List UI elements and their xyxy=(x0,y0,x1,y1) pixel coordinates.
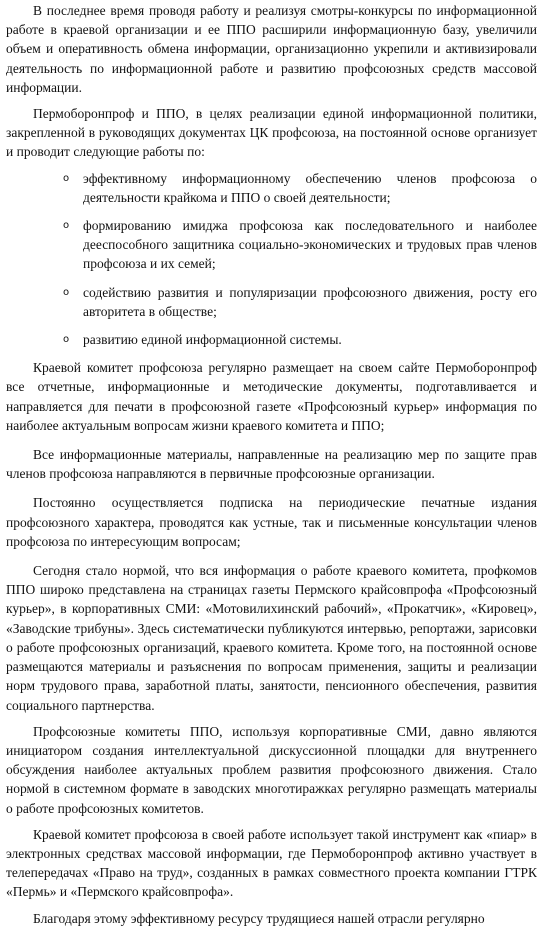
paragraph-7: Профсоюзные комитеты ППО, используя корпоративные СМИ, давно являются инициатором создания интеллектуальной дискуссионной площадки для внутреннего обсуждения наиболее актуальных проблем развития профсоюзного движения. Стало нормой в системном формате в заводских многотиражках регулярно размещать материалы о работе профсоюзных комитетов. xyxy=(6,723,537,816)
bullet-marker: o xyxy=(63,334,70,346)
paragraph-6: Сегодня стало нормой, что вся информация о работе краевого комитета, профкомов ППО широко представлена на страницах газеты Пермского крайсовпрофа «Профсоюзный курьер», в корпоративных СМИ: «Мотовилихинский рабочий», «Прокатчик», «Кировец», «Заводские трибуны». Здесь систематически публикуются интервью, репортажи, зарисовки о работе профсоюзных организаций, краевого комитета. Кроме того, на постоянной основе размещаются материалы и разъяснения по вопросам применения, защиты и реализации норм трудового права, заработной платы, занятости, пенсионного обеспечения, развития социального партнерства. xyxy=(6,563,537,713)
paragraph-8: Краевой комитет профсоюза в своей работе использует такой инструмент как «пиар» в электронных средствах массовой информации, где Пермоборонпроф активно участвует в телепередачах «Право на труд», созданных в рамках совместного проекта компании ГТРК «Пермь» и «Пермского крайсовпрофа». xyxy=(6,826,537,900)
bullet-marker: o xyxy=(63,286,70,298)
paragraph-5: Постоянно осуществляется подписка на периодические печатные издания профсоюзного характера, проводятся как устные, так и письменные консультации членов профсоюза по интересующим вопросам; xyxy=(6,495,537,549)
bullet-list xyxy=(6,169,537,350)
paragraph-4: Все информационные материалы, направленные на реализацию мер по защите прав членов профсоюза направляются в первичные профсоюзные организации. xyxy=(6,447,537,482)
bullet-item xyxy=(6,330,537,349)
bullet-text: эффективному информационному обеспечению членов профсоюза о деятельности крайкома и ППО о своей деятельности; xyxy=(83,170,537,205)
bullet-marker: o xyxy=(63,220,70,232)
bullet-text: содействию развития и популяризации профсоюзного движения, росту его авторитета в обществе; xyxy=(83,284,537,319)
paragraph-9: Благодаря этому эффективному ресурсу трудящиеся нашей отрасли регулярно xyxy=(33,910,485,926)
bullet-item xyxy=(6,216,537,274)
paragraph-3: Краевой комитет профсоюза регулярно размещает на своем сайте Пермоборонпроф все отчетные, информационные и методические документы, подготавливается и направляется для печати в профсоюзной газете «Профсоюзный курьер» информация по наиболее актуальным вопросам жизни краевого комитета и ППО; xyxy=(6,360,537,433)
bullet-marker: o xyxy=(63,172,70,184)
bullet-text: формированию имиджа профсоюза как последовательного и наиболее дееспособного защитника социально-экономических и трудовых прав членов профсоюза и их семей; xyxy=(83,218,537,272)
bullet-item xyxy=(6,283,537,321)
bullet-item xyxy=(6,169,537,207)
bullet-text: развитию единой информационной системы. xyxy=(83,332,342,348)
paragraph-2: Пермоборонпроф и ППО, в целях реализации единой информационной политики, закрепленной в руководящих документах ЦК профсоюза, на постоянной основе организует и проводит следующие работы по: xyxy=(6,106,537,160)
paragraph-1: В последнее время проводя работу и реализуя смотры-конкурсы по информационной работе в краевой организации и ее ППО расширили информационную базу, увеличили объем и оперативность обмена информации, организационно укрепили и активизировали деятельность по информационной работе и развитию профсоюзных средств массовой информации. xyxy=(6,3,537,95)
